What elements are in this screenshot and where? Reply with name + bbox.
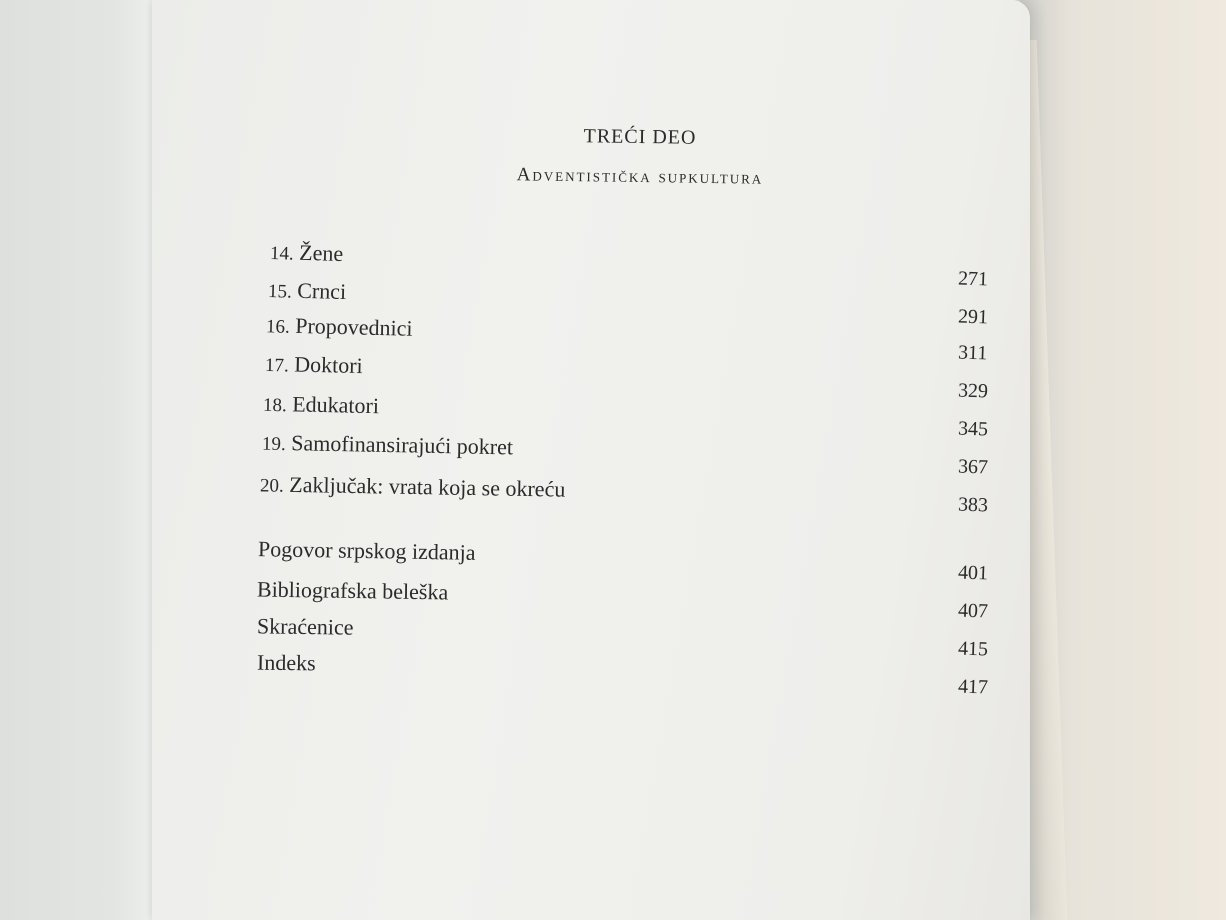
chapter-title: Propovednici — [294, 312, 413, 341]
toc-entry-bibliographic-note: Bibliografska beleška — [256, 576, 449, 605]
part-title: TREĆI DEO — [583, 125, 697, 149]
toc-entry-chapter-19 — [262, 430, 513, 461]
chapter-number: 14. — [269, 242, 295, 265]
chapter-title: Samofinansirajući pokret — [291, 430, 514, 460]
toc-entry-chapter-14 — [270, 239, 344, 267]
toc-entry-chapter-18 — [263, 391, 380, 419]
page-number-chapter-18: 345 — [957, 417, 989, 441]
page-number-chapter-20: 383 — [957, 493, 989, 517]
page-number-index: 417 — [957, 675, 989, 699]
chapter-title: Edukatori — [292, 391, 380, 419]
chapter-number: 16. — [265, 316, 290, 338]
toc-entry-abbreviations: Skraćenice — [256, 613, 354, 640]
chapter-title: Crnci — [296, 277, 347, 305]
chapter-title: Doktori — [293, 351, 363, 379]
chapter-title: Zaključak: vrata koja se okreću — [289, 471, 566, 502]
part-subtitle: Adventistička supkultura — [516, 164, 764, 189]
chapter-number: 20. — [259, 475, 284, 497]
chapter-number: 18. — [262, 394, 287, 417]
page-number-chapter-17: 329 — [957, 379, 989, 403]
chapter-number: 17. — [264, 354, 289, 377]
toc-entry-chapter-17 — [265, 351, 363, 379]
toc-entry-chapter-15 — [268, 277, 347, 305]
toc-entry-chapter-20 — [260, 471, 566, 502]
toc-entry-chapter-16 — [266, 312, 413, 342]
background-left — [0, 0, 160, 920]
page-number-chapter-14: 271 — [957, 267, 989, 291]
toc-entry-index: Indeks — [256, 649, 316, 676]
page-number-chapter-16: 311 — [957, 341, 988, 365]
page-number-chapter-15: 291 — [957, 305, 989, 329]
chapter-number: 15. — [267, 280, 292, 303]
page-number-afterword: 401 — [957, 561, 989, 585]
page-number-chapter-19: 367 — [957, 455, 989, 479]
toc-entry-afterword: Pogovor srpskog izdanja — [257, 536, 476, 565]
page-number-abbreviations: 415 — [957, 637, 989, 661]
chapter-title: Žene — [298, 239, 344, 267]
page-number-bibliographic-note: 407 — [957, 599, 989, 623]
chapter-number: 19. — [261, 433, 286, 456]
